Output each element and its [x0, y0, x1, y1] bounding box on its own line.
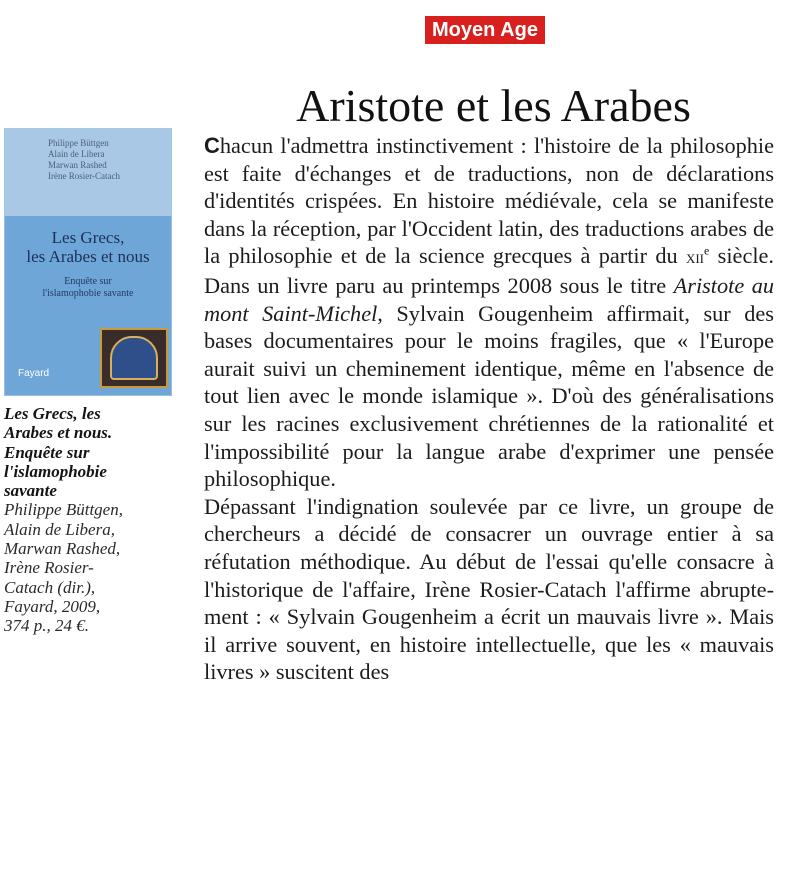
article-headline: Aristote et les Arabes: [296, 80, 691, 131]
book-meta-line: Marwan Rashed,: [4, 539, 121, 559]
article-paragraph-2: Dépassant l'indignation soulevée par ce livre, un groupe de chercheurs a décidé de consacrer un ouvrage entier à sa réfutation méthodique. Au début de l'essai qu'elle consacre à l'historique de l'affaire, Irène Rosier-Catach l'affirme abruptement : « Sylvain Gougenheim a écrit un mauvais livre ». Mais il arrive souvent, en histoire intellectuelle, que les « mauvais livres » suscitent des: [204, 493, 774, 685]
cover-title-line: les Arabes et nous: [26, 247, 150, 266]
book-meta-line: Irène Rosier-: [4, 558, 94, 578]
cover-illumination: [100, 328, 168, 388]
book-info: [4, 404, 196, 636]
book-title-line: Les Grecs, les: [4, 404, 101, 423]
cover-author: Philippe Büttgen: [48, 138, 109, 148]
paragraph-text: , Sylvain Gougenheim affirmait, sur des bases documentaires pour le moins fragiles, que « l'Europe aurait suivi un cheminement identique, même en l'absence de tout lien avec le monde islamique ». D'où des généralisations sur les racines exclusivement chrétiennes de la rationalité et l'impossibilité pour la langue arabe d'exprimer une pensée philosophique.: [204, 300, 774, 492]
cover-author: Alain de Libera: [48, 149, 105, 159]
paragraph-text: hacun l'admettra instinctivement : l'histoire de la philosophie est faite d'échanges et de traductions, non de déclarations d'identités crispées. En histoire médiévale, cela se manifeste dans la réception, par l'Occident latin, des traductions arabes de la philosophie et de la science grecques à partir du: [204, 133, 774, 269]
book-meta-line: Philippe Büttgen,: [4, 500, 123, 520]
book-reference: Aristote au mont Saint-Michel: [204, 272, 774, 326]
cover-authors: [48, 138, 158, 182]
cover-illumination-arch: [110, 336, 158, 380]
century-superscript: e: [704, 243, 710, 258]
paragraph-text: siècle. Dans un livre paru au printemps 2008 sous le titre: [204, 243, 775, 298]
book-title: [4, 404, 196, 500]
book-title-line: l'islamophobie: [4, 461, 107, 481]
cover-subtitle-line: l'islamophobie savante: [42, 288, 134, 299]
drop-cap: C: [204, 133, 220, 158]
cover-author: Marwan Rashed: [48, 160, 107, 170]
book-meta-line: Fayard, 2009,: [4, 596, 101, 616]
book-meta: [4, 500, 196, 635]
book-title-line: savante: [4, 481, 57, 501]
book-meta-line: Alain de Libera,: [4, 519, 115, 539]
book-title-line: Arabes et nous.: [4, 423, 113, 443]
book-meta-line: Catach (dir.),: [4, 577, 96, 597]
cover-publisher: Fayard: [18, 368, 50, 379]
article-paragraph-1: [204, 132, 774, 493]
cover-title: [12, 228, 164, 266]
section-rubric: Moyen Age: [425, 16, 545, 44]
book-meta-line: 374 p., 24 €.: [4, 616, 89, 636]
cover-author: Irène Rosier-Catach: [48, 171, 121, 181]
cover-subtitle: [12, 276, 164, 300]
book-title-line: Enquête sur: [4, 442, 90, 462]
cover-title-line: Les Grecs,: [51, 228, 125, 247]
book-cover: [4, 128, 172, 396]
cover-subtitle-line: Enquête sur: [64, 276, 112, 287]
article-body: [204, 132, 774, 686]
century-numeral: xii: [685, 247, 705, 268]
